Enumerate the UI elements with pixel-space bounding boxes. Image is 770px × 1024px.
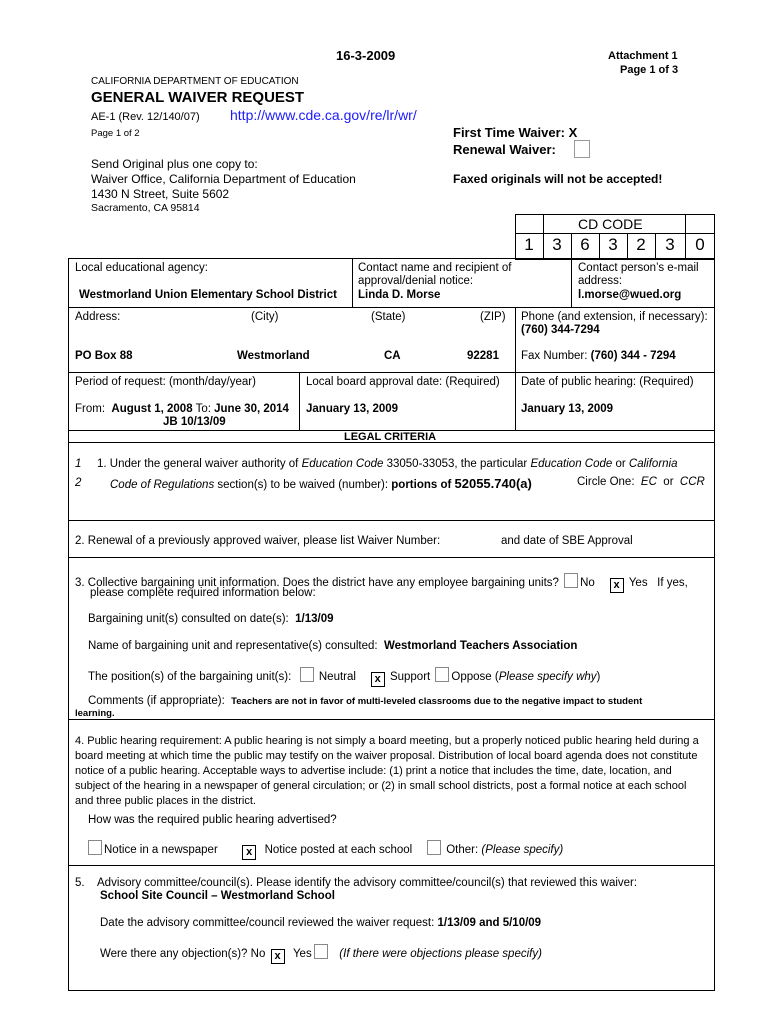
lea-value: Westmorland Union Elementary School District — [79, 289, 337, 301]
email-label-1: Contact person’s e-mail — [578, 262, 699, 274]
support-checkbox[interactable]: x — [371, 672, 385, 687]
other-checkbox[interactable] — [427, 840, 441, 855]
jb-note: JB 10/13/09 — [163, 416, 226, 428]
form-date: 16-3-2009 — [336, 48, 396, 63]
page-of-label: Page 1 of 3 — [620, 64, 679, 76]
email-value: l.morse@wued.org — [578, 289, 682, 301]
contact-label-2: approval/denial notice: — [358, 275, 474, 287]
page-title: GENERAL WAIVER REQUEST — [91, 89, 305, 106]
phone-label: Phone (and extension, if necessary): — [521, 311, 708, 323]
q5-objections: Were there any objection(s)? No x Yes (If there were objections please specify) — [100, 944, 542, 964]
send-line-1: Send Original plus one copy to: — [91, 157, 258, 171]
line-number: 1 — [75, 458, 82, 470]
hearing-label: Date of public hearing: (Required) — [521, 376, 694, 388]
q3-text: 3. Collective bargaining unit information. Does the district have any employee bargaining units? No x Yes If yes, — [75, 573, 688, 593]
city-value: Westmorland — [237, 350, 310, 362]
q3-no-checkbox[interactable] — [564, 573, 578, 588]
legal-criteria-heading: LEGAL CRITERIA — [344, 431, 437, 443]
cd-code-digit: 3 — [665, 235, 675, 254]
board-value: January 13, 2009 — [306, 403, 399, 415]
q1-text-line-2: Code of Regulations section(s) to be waived (number): portions of 52055.740(a) — [110, 476, 532, 491]
oppose-checkbox[interactable] — [435, 667, 449, 682]
hearing-value: January 13, 2009 — [521, 403, 614, 415]
faxed-warning: Faxed originals will not be accepted! — [453, 172, 663, 186]
cd-code-digit: 6 — [580, 235, 590, 254]
address-label: Address: — [75, 311, 121, 323]
cd-code-digit: 3 — [552, 235, 562, 254]
q5-num: 5. — [75, 877, 85, 889]
q2-sbe-label: and date of SBE Approval — [501, 535, 633, 547]
period-from-to: From: August 1, 2008 To: June 30, 2014 — [75, 403, 289, 415]
send-line-2: Waiver Office, California Department of Education — [91, 172, 356, 186]
q5-council: School Site Council – Westmorland School — [100, 890, 335, 902]
first-time-waiver: First Time Waiver: X — [453, 125, 578, 140]
zip-value: 92281 — [467, 350, 499, 362]
send-line-3: 1430 N Street, Suite 5602 — [91, 187, 230, 201]
q3-unit-name: Name of bargaining unit and representative(s) consulted: Westmorland Teachers Association — [88, 640, 578, 652]
period-label: Period of request: (month/day/year) — [75, 376, 256, 388]
ccr-option[interactable]: CCR — [679, 476, 705, 488]
zip-label: (ZIP) — [480, 311, 506, 323]
form-number: AE-1 (Rev. 12/140/07) — [91, 111, 200, 123]
q5-date: Date the advisory committee/council reviewed the waiver request: 1/13/09 and 5/10/09 — [100, 917, 542, 929]
renewal-waiver-checkbox[interactable] — [574, 140, 590, 158]
cd-code-digit: 1 — [524, 235, 534, 254]
neutral-checkbox[interactable] — [300, 667, 314, 682]
q5-text: Advisory committee/council(s). Please identify the advisory committee/council(s) that reviewed this waiver: — [97, 877, 638, 889]
q1-text-line-1: 1. Under the general waiver authority of Education Code 33050-33053, the particular Education Code or California — [97, 458, 678, 470]
state-value: CA — [384, 350, 401, 362]
department-name: CALIFORNIA DEPARTMENT OF EDUCATION — [91, 76, 299, 87]
board-label: Local board approval date: (Required) — [306, 376, 500, 388]
cd-code-label: CD CODE — [578, 216, 643, 232]
email-label-2: address: — [578, 275, 623, 287]
posted-checkbox[interactable]: x — [242, 845, 256, 860]
q3-comments: Comments (if appropriate): Teachers are not in favor of multi-leveled classrooms due to the negative impact to student — [88, 695, 643, 707]
attachment-label: Attachment 1 — [608, 50, 678, 62]
cd-code-digit: 2 — [636, 235, 646, 254]
state-label: (State) — [371, 311, 406, 323]
q3-position: The position(s) of the bargaining unit(s): Neutral x Support Oppose (Please specify why) — [88, 667, 600, 687]
cd-code-digit: 0 — [695, 235, 705, 254]
fax-line: Fax Number: (760) 344 - 7294 — [521, 350, 676, 362]
q3-comments-2: learning. — [75, 708, 115, 719]
newspaper-checkbox[interactable] — [88, 840, 102, 855]
contact-label-1: Contact name and recipient of — [358, 262, 512, 274]
page-small-label: Page 1 of 2 — [91, 128, 140, 139]
q3-text-2: please complete required information below: — [90, 587, 316, 599]
q2-text: 2. Renewal of a previously approved waiver, please list Waiver Number: — [75, 535, 441, 547]
objections-yes-checkbox[interactable] — [314, 944, 328, 959]
address-value: PO Box 88 — [75, 350, 133, 362]
q4-text: 4. Public hearing requirement: A public hearing is not simply a board meeting, but a properly noticed public hearing held during a board meeting at which time the public may testify on the waiver proposal. Distribution of local board agenda does not constitute notice of a public hearing. Acceptable ways to advertise include: (1) print a notice that includes the time, date, location, and subject of the hearing in a newspaper of general circulation; or (2) in small school districts, post a formal notice at each school and three public places in the district. — [75, 735, 699, 807]
q4-options: Notice in a newspaper x Notice posted at each school Other: (Please specify) — [86, 840, 563, 860]
lea-label: Local educational agency: — [75, 262, 208, 274]
contact-value: Linda D. Morse — [358, 289, 441, 301]
phone-value: (760) 344-7294 — [521, 324, 600, 336]
send-line-4: Sacramento, CA 95814 — [91, 202, 200, 214]
q4-question: How was the required public hearing advertised? — [88, 814, 337, 826]
renewal-waiver-label: Renewal Waiver: — [453, 142, 556, 157]
line-number: 2 — [75, 477, 82, 489]
cde-url-link[interactable]: http://www.cde.ca.gov/re/lr/wr/ — [230, 107, 417, 123]
q3-yes-checkbox[interactable]: x — [610, 578, 624, 593]
cd-code-digit: 3 — [608, 235, 618, 254]
ec-option[interactable]: EC — [640, 476, 657, 488]
q3-consulted: Bargaining unit(s) consulted on date(s): 1/13/09 — [88, 613, 334, 625]
objections-no-checkbox[interactable]: x — [271, 949, 285, 964]
circle-one: Circle One: EC or CCR — [577, 476, 705, 488]
city-label: (City) — [251, 311, 279, 323]
